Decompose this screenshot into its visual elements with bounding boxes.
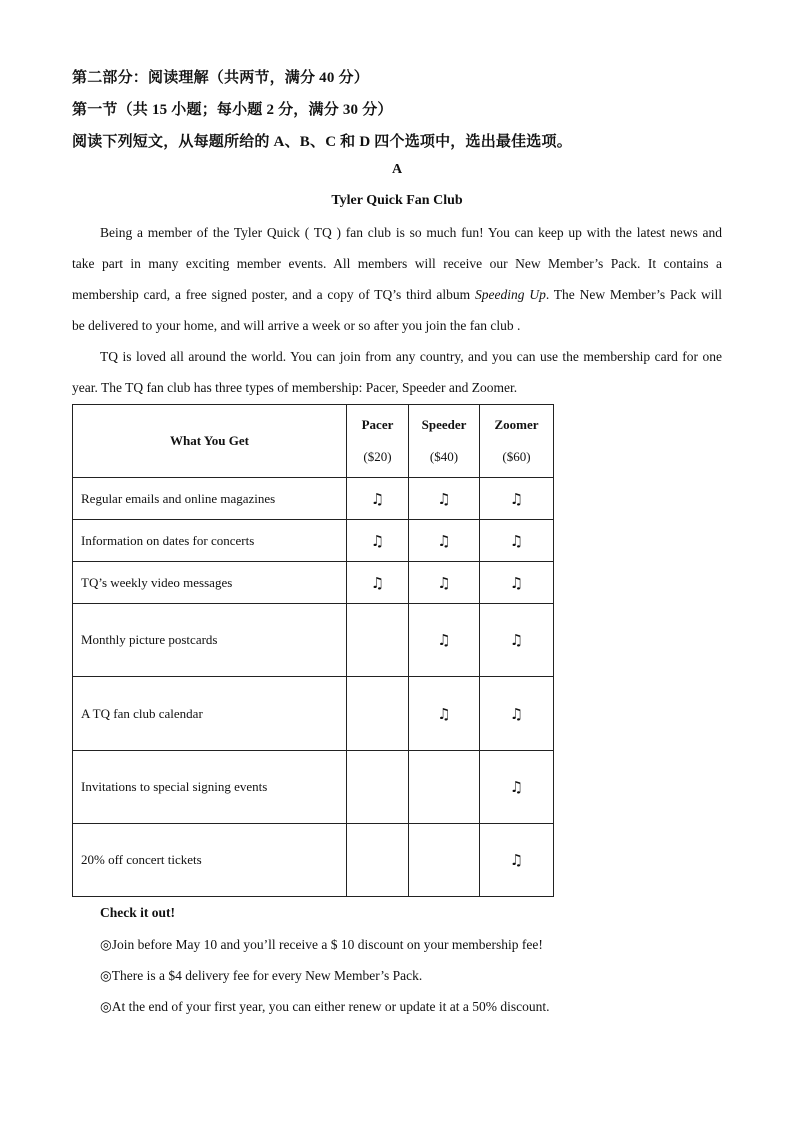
passage-letter: A	[391, 162, 403, 177]
feature-cell: Regular emails and online magazines	[73, 478, 347, 520]
table-row	[73, 824, 554, 897]
table-row	[73, 677, 554, 751]
check-icon: ♫	[480, 604, 554, 677]
tier-name: Zoomer	[494, 417, 539, 432]
table-row	[73, 478, 554, 520]
feature-cell: 20% off concert tickets	[73, 824, 347, 897]
check-icon	[409, 751, 480, 824]
membership-table	[72, 404, 554, 897]
note-item: ◎At the end of your first year, you can either renew or update it at a 50% discount.	[100, 999, 550, 1014]
feature-cell: Monthly picture postcards	[73, 604, 347, 677]
paragraph-1-line: take part in many exciting member events. All members will receive our New Member’s Pack. It contains a	[72, 256, 722, 271]
table-row	[73, 604, 554, 677]
passage-title: Tyler Quick Fan Club	[331, 193, 463, 208]
tier-pacer	[347, 405, 409, 478]
check-icon	[347, 824, 409, 897]
instructions: 阅读下列短文，从每题所给的 A、B、C 和 D 四个选项中，选出最佳选项。	[72, 134, 572, 150]
check-icon	[347, 677, 409, 751]
subsection-heading: 第一节（共 15 小题；每小题 2 分，满分 30 分）	[72, 102, 393, 118]
check-icon: ♫	[347, 478, 409, 520]
paragraph-1-line: be delivered to your home, and will arrive a week or so after you join the fan club .	[72, 318, 521, 333]
table-row	[73, 562, 554, 604]
note-item: ◎Join before May 10 and you’ll receive a $ 10 discount on your membership fee!	[100, 937, 543, 952]
notes-title: Check it out!	[100, 905, 175, 920]
paragraph-1-text: membership card, a free signed poster, and a copy of TQ’s third album	[72, 287, 471, 302]
tier-speeder	[409, 405, 480, 478]
paragraph-2-line: TQ is loved all around the world. You can join from any country, and you can use the membership card for one	[100, 349, 722, 364]
table-row	[73, 520, 554, 562]
check-icon: ♫	[409, 604, 480, 677]
tier-price: ($40)	[429, 449, 459, 464]
check-icon: ♫	[480, 751, 554, 824]
paragraph-1-line	[72, 279, 722, 310]
check-icon: ♫	[409, 520, 480, 562]
tier-price: ($20)	[363, 449, 392, 464]
check-icon	[409, 824, 480, 897]
paragraph-2-line: year. The TQ fan club has three types of membership: Pacer, Speeder and Zoomer.	[72, 380, 518, 395]
header-what-you-get: What You Get	[73, 405, 347, 478]
check-icon: ♫	[480, 824, 554, 897]
table-row	[73, 751, 554, 824]
section-heading: 第二部分：阅读理解（共两节，满分 40 分）	[72, 70, 369, 86]
note-item: ◎There is a $4 delivery fee for every New Member’s Pack.	[100, 968, 423, 983]
album-title: Speeding Up	[475, 287, 546, 302]
check-icon: ♫	[480, 478, 554, 520]
check-icon: ♫	[480, 562, 554, 604]
check-icon: ♫	[347, 520, 409, 562]
feature-cell: TQ’s weekly video messages	[73, 562, 347, 604]
check-icon: ♫	[480, 677, 554, 751]
check-icon	[347, 604, 409, 677]
feature-cell: Information on dates for concerts	[73, 520, 347, 562]
tier-price: ($60)	[502, 449, 531, 464]
tier-zoomer	[480, 405, 554, 478]
check-icon: ♫	[409, 677, 480, 751]
feature-cell: A TQ fan club calendar	[73, 677, 347, 751]
tier-name: Speeder	[421, 417, 467, 432]
paragraph-1-line: Being a member of the Tyler Quick ( TQ ) fan club is so much fun! You can keep up with the latest news and	[100, 225, 722, 240]
check-icon	[347, 751, 409, 824]
check-icon: ♫	[347, 562, 409, 604]
check-icon: ♫	[480, 520, 554, 562]
check-icon: ♫	[409, 478, 480, 520]
table-header-row	[73, 405, 554, 478]
paragraph-1-text: . The New Member’s Pack will	[545, 287, 723, 302]
tier-name: Pacer	[361, 417, 394, 432]
check-icon: ♫	[409, 562, 480, 604]
feature-cell: Invitations to special signing events	[73, 751, 347, 824]
